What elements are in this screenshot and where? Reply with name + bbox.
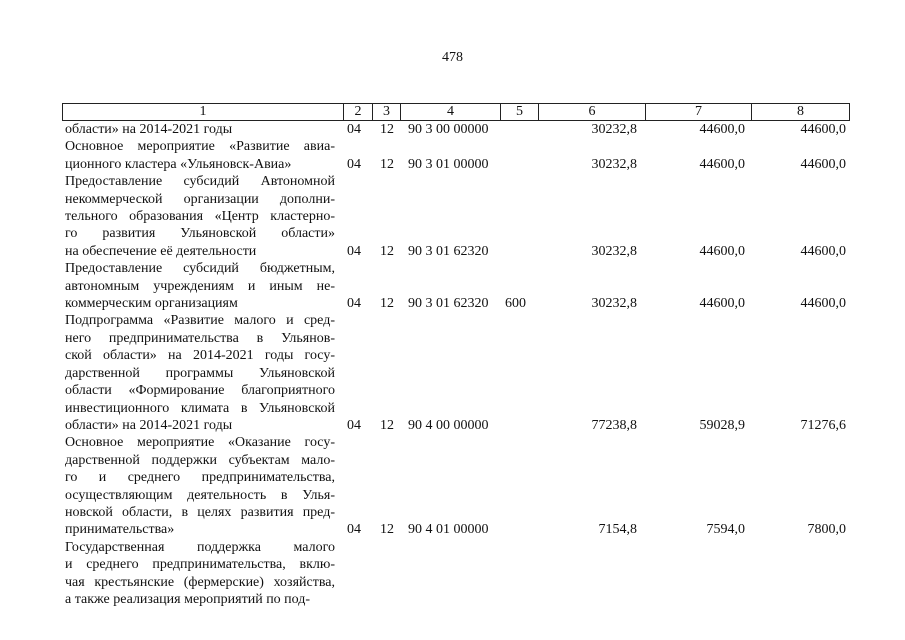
amount-col-6: 7154,8 xyxy=(598,522,637,538)
table-row xyxy=(0,260,905,312)
section-code: 04 xyxy=(347,122,361,137)
table-row xyxy=(0,539,905,609)
row-values xyxy=(0,417,905,434)
description-line: Основное мероприятие «Развитие авиа- xyxy=(65,139,335,155)
page-number: 478 xyxy=(442,50,463,65)
subsection-code: 12 xyxy=(380,296,394,312)
description-line: области» на 2014-2021 годы xyxy=(65,122,233,137)
row-values xyxy=(0,156,905,173)
description-line: инвестиционного климата в Ульяновской xyxy=(65,400,335,416)
row-values xyxy=(0,295,905,312)
description-line: на обеспечение её деятельности xyxy=(65,243,257,259)
target-article-code: 90 3 01 62320 xyxy=(408,243,489,259)
description-line: чая крестьянские (фермерские) хозяйства, xyxy=(65,574,335,590)
header-col-2: 2 xyxy=(344,104,373,120)
description-line: осуществляющим деятельность в Улья- xyxy=(65,487,335,503)
row-values xyxy=(0,521,905,538)
section-code: 04 xyxy=(347,296,361,312)
target-article-code: 90 3 00 00000 xyxy=(408,122,489,137)
subsection-code: 12 xyxy=(380,122,394,137)
section-code: 04 xyxy=(347,243,361,259)
description-line: автономным учреждениям и иным не- xyxy=(65,278,335,294)
table-row xyxy=(0,121,905,138)
section-code: 04 xyxy=(347,522,361,538)
table-body xyxy=(0,121,905,608)
subsection-code: 12 xyxy=(380,417,394,433)
table-row xyxy=(0,138,905,173)
table-header xyxy=(62,103,850,121)
description-line: го развития Ульяновской области» xyxy=(65,226,335,242)
amount-col-8: 44600,0 xyxy=(800,122,846,137)
description-line: новской области, в целях развития пред- xyxy=(65,504,335,520)
amount-col-7: 44600,0 xyxy=(699,296,745,312)
table-row xyxy=(0,173,905,260)
amount-col-7: 59028,9 xyxy=(699,417,745,433)
amount-col-7: 44600,0 xyxy=(699,122,745,137)
description-line: Предоставление субсидий бюджетным, xyxy=(65,261,335,277)
description-line: а также реализация мероприятий по под- xyxy=(65,591,311,607)
description-line: го и среднего предпринимательства, xyxy=(65,470,335,486)
expense-type-code: 600 xyxy=(505,296,526,312)
table-row xyxy=(0,312,905,434)
row-values xyxy=(0,243,905,260)
description-line: Основное мероприятие «Оказание госу- xyxy=(65,435,335,451)
header-col-6: 6 xyxy=(539,104,646,120)
header-col-4: 4 xyxy=(401,104,501,120)
amount-col-7: 44600,0 xyxy=(699,156,745,172)
description-line: коммерческим организациям xyxy=(65,296,238,312)
description-line: области» на 2014-2021 годы xyxy=(65,417,233,433)
amount-col-6: 30232,8 xyxy=(591,156,637,172)
header-col-3: 3 xyxy=(373,104,401,120)
section-code: 04 xyxy=(347,156,361,172)
description-line: ционного кластера «Ульяновск-Авиа» xyxy=(65,156,292,172)
description-line: дарственной поддержки субъектам мало- xyxy=(65,452,335,468)
description-line: Предоставление субсидий Автономной xyxy=(65,174,335,190)
subsection-code: 12 xyxy=(380,522,394,538)
table-row xyxy=(0,434,905,538)
header-col-7: 7 xyxy=(646,104,752,120)
section-code: 04 xyxy=(347,417,361,433)
description-line: Подпрограмма «Развитие малого и сред- xyxy=(65,313,335,329)
description-line: и среднего предпринимательства, вклю- xyxy=(65,557,335,573)
description-line: некоммерческой организации дополни- xyxy=(65,191,335,207)
amount-col-8: 44600,0 xyxy=(800,243,846,259)
amount-col-8: 44600,0 xyxy=(800,296,846,312)
description-line: дарственной программы Ульяновской xyxy=(65,365,335,381)
amount-col-6: 30232,8 xyxy=(591,122,637,137)
amount-col-7: 7594,0 xyxy=(706,522,745,538)
target-article-code: 90 4 00 00000 xyxy=(408,417,489,433)
target-article-code: 90 4 01 00000 xyxy=(408,522,489,538)
subsection-code: 12 xyxy=(380,156,394,172)
target-article-code: 90 3 01 00000 xyxy=(408,156,489,172)
description-line: Государственная поддержка малого xyxy=(65,539,335,555)
header-col-5: 5 xyxy=(501,104,539,120)
row-values xyxy=(0,591,905,608)
amount-col-6: 30232,8 xyxy=(591,296,637,312)
subsection-code: 12 xyxy=(380,243,394,259)
description-line: него предпринимательства в Ульянов- xyxy=(65,330,335,346)
description-line: ской области» на 2014-2021 годы госу- xyxy=(65,348,335,364)
amount-col-8: 44600,0 xyxy=(800,156,846,172)
amount-col-6: 77238,8 xyxy=(591,417,637,433)
description-line: принимательства» xyxy=(65,522,175,538)
header-col-8: 8 xyxy=(797,104,804,119)
amount-col-7: 44600,0 xyxy=(699,243,745,259)
description-line: тельного образования «Центр кластерно- xyxy=(65,209,335,225)
row-values xyxy=(0,121,905,138)
amount-col-6: 30232,8 xyxy=(591,243,637,259)
amount-col-8: 71276,6 xyxy=(800,417,846,433)
amount-col-8: 7800,0 xyxy=(807,522,846,538)
description-line: области «Формирование благоприятного xyxy=(65,383,335,399)
header-col-1: 1 xyxy=(63,104,344,120)
target-article-code: 90 3 01 62320 xyxy=(408,296,489,312)
